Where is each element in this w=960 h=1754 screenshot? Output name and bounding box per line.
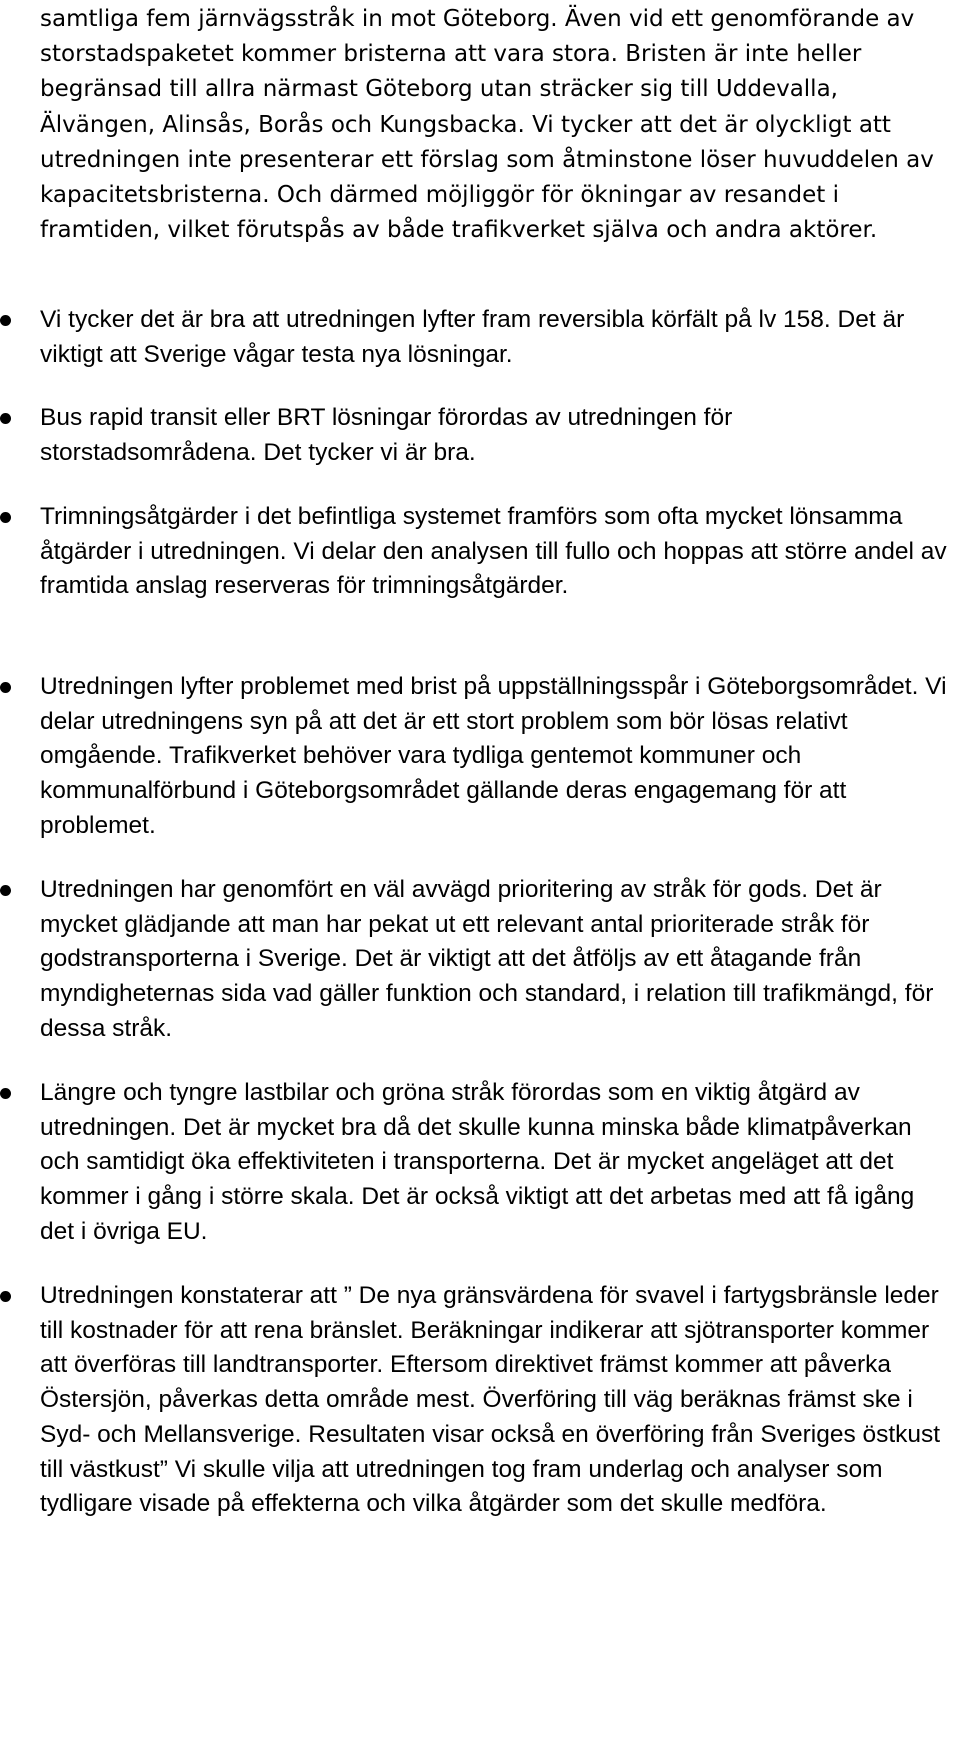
bullet-text: Vi tycker det är bra att utredningen lyfter fram reversibla körfält på lv 158. Det är viktigt att Sverige vågar testa nya lösningar. [40, 306, 905, 368]
bullet-text: Utredningen konstaterar att ” De nya gränsvärdena för svavel i fartygsbränsle leder till kostnader för att rena bränslet. Beräkningar indikerar att sjötransporter kommer att överföras till landtransporter. Eftersom direktivet främst kommer att påverka Östersjön, påverkas detta område mest. Överföring till väg beräknas främst ske i Syd- och Mellansverige. Resultaten visar också en överföring från Sveriges östkust till västkust” Vi skulle vilja att utredningen tog fram underlag och analyser som tydligare visade på effekterna och vilka åtgärder som det skulle medföra. [40, 1282, 941, 1518]
bullet-icon [0, 512, 11, 523]
bullet-icon [0, 413, 11, 424]
bullet-icon [0, 885, 11, 896]
bullet-text: Bus rapid transit eller BRT lösningar förordas av utredningen för storstadsområdena. Det tycker vi är bra. [40, 404, 733, 466]
bullet-text: Utredningen lyfter problemet med brist på uppställningsspår i Göteborgsområdet. Vi delar utredningens syn på att det är ett stort problem som bör lösas relativt omgående. Trafikverket behöver vara tydliga gentemot kommuner och kommunalförbund i Göteborgsområdet gällande deras engagemang för att problemet. [40, 673, 947, 839]
bullet-icon [0, 682, 11, 693]
bullet-icon [0, 1088, 11, 1099]
bullet-text: Trimningsåtgärder i det befintliga systemet framförs som ofta mycket lönsamma åtgärder i utredningen. Vi delar den analysen till fullo och hoppas att större andel av framtida anslag reserveras för trimningsåtgärder. [40, 503, 947, 600]
bullet-text: Längre och tyngre lastbilar och gröna stråk förordas som en viktig åtgärd av utredningen. Det är mycket bra då det skulle kunna minska både klimatpåverkan och samtidigt öka effektiviteten i transporterna. Det är mycket angeläget att det kommer i gång i större skala. Det är också viktigt att det arbetas med att få igång det i övriga EU. [40, 1079, 915, 1245]
bullet-icon [0, 315, 11, 326]
intro-paragraph: samtliga fem järnvägsstråk in mot Göteborg. Även vid ett genomförande av storstadspaketet kommer bristerna att vara stora. Bristen är inte heller begränsad till allra närmast Göteborg utan sträcker sig till Uddevalla, Älvängen, Alinsås, Borås och Kungsbacka. Vi tycker att det är olyckligt att utredningen inte presenterar ett förslag som åtminstone löser huvuddelen av kapacitetsbristerna. Och därmed möjliggör för ökningar av resandet i framtiden, vilket förutspås av både trafikverket själva och andra aktörer. [40, 6, 934, 244]
bullet-text: Utredningen har genomfört en väl avvägd prioritering av stråk för gods. Det är mycket glädjande att man har pekat ut ett relevant antal prioriterade stråk för godstransporterna i Sverige. Det är viktigt att det åtföljs av ett åtagande från myndigheternas sida vad gäller funktion och standard, i relation till trafikmängd, för dessa stråk. [40, 876, 934, 1042]
bullet-icon [0, 1291, 11, 1302]
